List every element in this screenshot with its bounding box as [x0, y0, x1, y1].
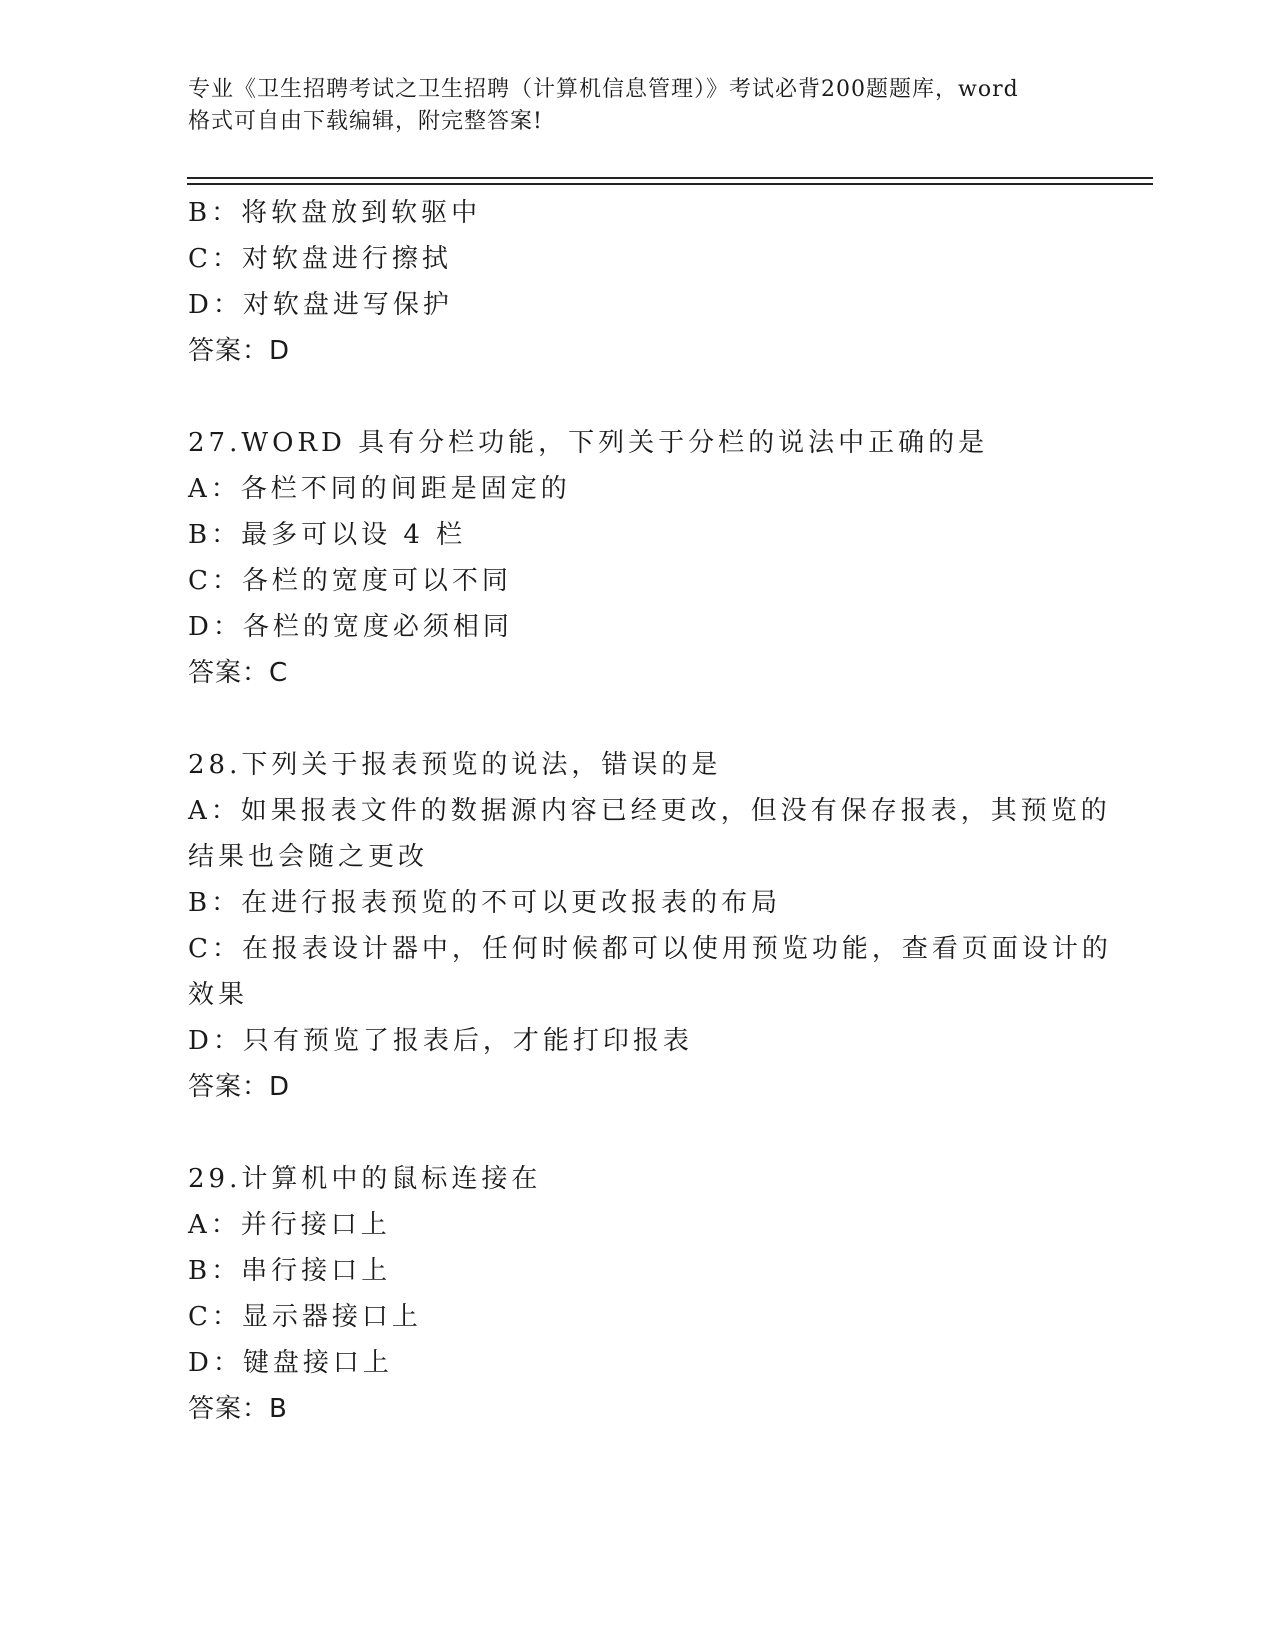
question-26-tail [188, 190, 1088, 374]
question-27 [188, 420, 1088, 696]
spacer [188, 696, 1088, 742]
question-29 [188, 1156, 1088, 1432]
option-c: C：显示器接口上 [188, 1302, 422, 1332]
header-title-line-1: 专业《卫生招聘考试之卫生招聘（计算机信息管理）》考试必背200题题库，word [188, 77, 1019, 102]
option-a: A：并行接口上 [188, 1210, 391, 1240]
question-list [188, 190, 1112, 1432]
option-b: B：最多可以设 4 栏 [188, 520, 467, 550]
option-a: A：各栏不同的间距是固定的 [188, 474, 571, 504]
option-d: D：只有预览了报表后，才能打印报表 [188, 1026, 693, 1056]
header-title-line-2: 格式可自由下载编辑，附完整答案! [188, 109, 543, 134]
option-c: C：各栏的宽度可以不同 [188, 566, 512, 596]
question-28 [188, 742, 1112, 1110]
answer: 答案：D [188, 336, 291, 366]
document-header [188, 74, 1088, 138]
header-rule-bottom [187, 183, 1153, 185]
answer: 答案：D [188, 1072, 291, 1102]
header-rule-top [187, 177, 1153, 179]
option-d: D：对软盘进写保护 [188, 290, 453, 320]
option-d: D：各栏的宽度必须相同 [188, 612, 513, 642]
question-text: 29.计算机中的鼠标连接在 [188, 1164, 542, 1194]
spacer [188, 374, 1088, 420]
option-c: C：对软盘进行擦拭 [188, 244, 452, 274]
option-b: B：将软盘放到软驱中 [188, 198, 482, 228]
question-text: 27.WORD 具有分栏功能，下列关于分栏的说法中正确的是 [188, 428, 989, 458]
option-a-line-1: A：如果报表文件的数据源内容已经更改，但没有保存报表，其预览的 [188, 796, 1111, 826]
option-c-line-2: 效果 [188, 980, 249, 1010]
option-b: B：串行接口上 [188, 1256, 392, 1286]
option-d: D：键盘接口上 [188, 1348, 393, 1378]
question-text: 28.下列关于报表预览的说法，错误的是 [188, 750, 722, 780]
answer: 答案：C [188, 658, 289, 688]
option-b: B：在进行报表预览的不可以更改报表的布局 [188, 888, 782, 918]
option-a-line-2: 结果也会随之更改 [188, 842, 429, 872]
answer: 答案：B [188, 1394, 288, 1424]
option-c-line-1: C：在报表设计器中，任何时候都可以使用预览功能，查看页面设计的 [188, 934, 1112, 964]
spacer [188, 1110, 1088, 1156]
